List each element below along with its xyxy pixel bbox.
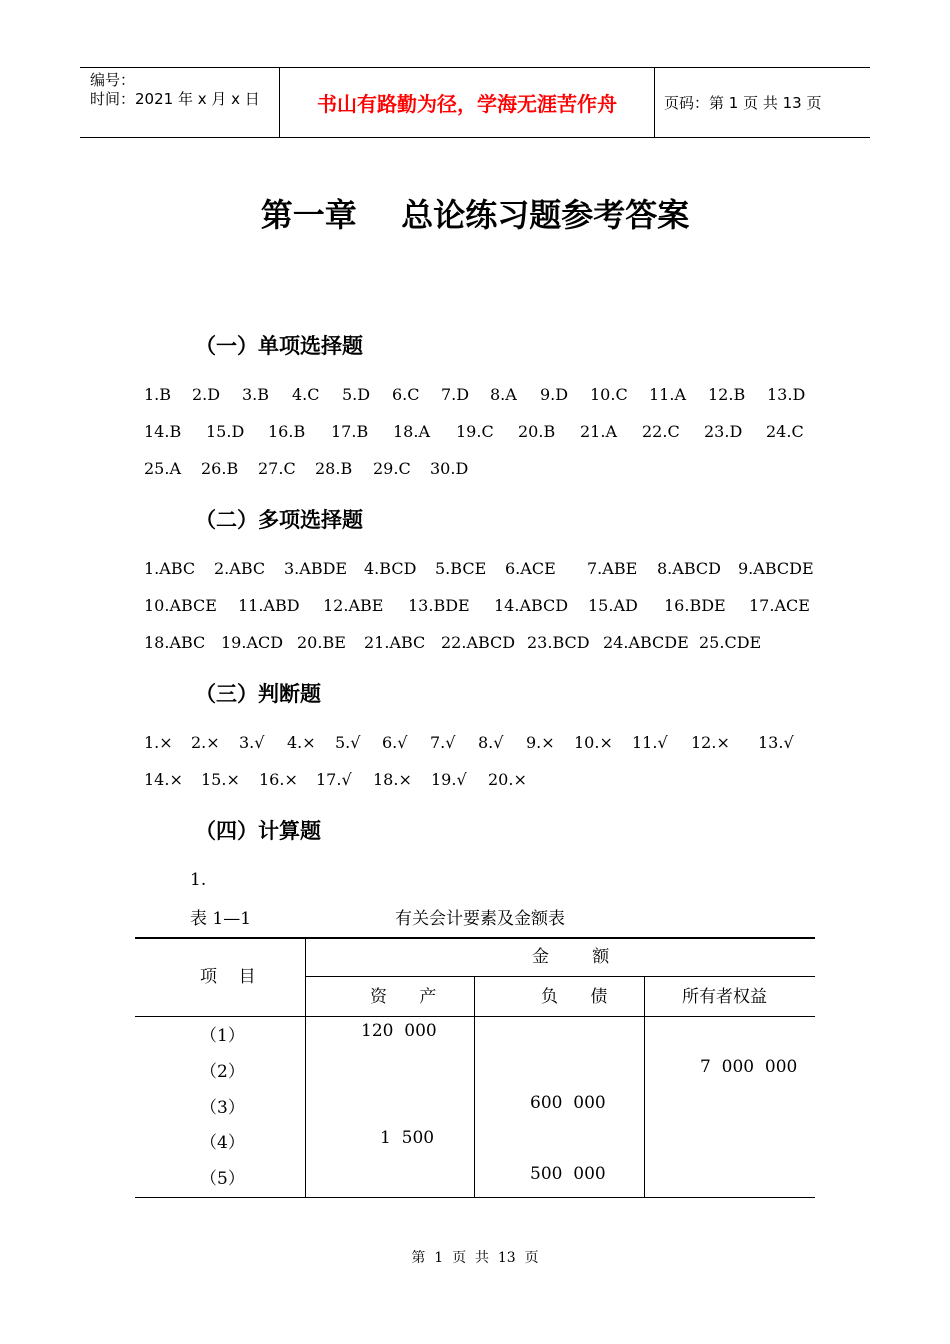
answer-item: 17.B [331, 422, 369, 441]
answer-item: 22.ABCD [441, 633, 516, 652]
page-footer: 第 1 页 共 13 页 [411, 1250, 539, 1266]
header-equity: 所有者权益 [682, 987, 767, 1007]
answer-item: 11.A [649, 385, 686, 404]
table-header-bottom-rule [135, 1016, 815, 1017]
answer-item: 23.D [704, 422, 743, 441]
answer-item: 8.A [490, 385, 517, 404]
table-row-item: （4） [200, 1133, 245, 1153]
answer-item: 7.√ [430, 733, 456, 752]
answer-row [144, 594, 824, 618]
table-top-rule [135, 937, 815, 939]
answer-item: 15.× [201, 770, 240, 789]
table-cell-assets: 120 000 [361, 1021, 437, 1041]
page-title: 第一章 总论练习题参考答案 [260, 196, 690, 234]
answer-item: 15.D [206, 422, 245, 441]
answer-item: 30.D [430, 459, 469, 478]
answer-item: 1.B [144, 385, 172, 404]
answer-item: 4.BCD [364, 559, 417, 578]
document-header [80, 67, 870, 138]
answer-row [144, 420, 824, 444]
answer-item: 14.ABCD [494, 596, 569, 615]
number-label: 编号： [90, 71, 136, 89]
answer-item: 1.ABC [144, 559, 196, 578]
answer-item: 12.× [691, 733, 730, 752]
calc-item-number: 1. [190, 870, 207, 890]
header-assets: 资 产 [370, 987, 437, 1007]
answer-item: 18.A [393, 422, 430, 441]
answer-item: 28.B [315, 459, 353, 478]
header-motto: 书山有路勤为径，学海无涯苦作舟 [280, 68, 655, 137]
answer-item: 23.BCD [527, 633, 590, 652]
header-page-info: 页码：第 1 页 共 13 页 [664, 94, 822, 112]
table-column-divider [305, 939, 306, 1197]
answer-item: 19.ACD [221, 633, 284, 652]
answer-item: 22.C [642, 422, 680, 441]
answer-item: 19.C [456, 422, 494, 441]
table-header-divider [305, 976, 815, 977]
answer-item: 19.√ [431, 770, 467, 789]
answer-item: 9.ABCDE [738, 559, 814, 578]
answer-item: 20.BE [297, 633, 346, 652]
table-row-item: （5） [200, 1169, 245, 1189]
header-meta [80, 68, 280, 137]
answer-item: 20.B [518, 422, 556, 441]
section-heading-true-false: （三）判断题 [195, 682, 321, 706]
answer-item: 8.√ [478, 733, 504, 752]
table-caption: 有关会计要素及金额表 [395, 909, 565, 929]
answer-item: 8.ABCD [657, 559, 721, 578]
table-row-item: （3） [200, 1098, 245, 1118]
answer-item: 3.B [242, 385, 270, 404]
table-cell-assets: 1 500 [380, 1128, 435, 1148]
answer-item: 25.CDE [699, 633, 762, 652]
answer-item: 16.B [268, 422, 306, 441]
answer-item: 2.× [191, 733, 220, 752]
answer-row [144, 631, 824, 655]
answer-row [144, 383, 824, 407]
answer-item: 10.ABCE [144, 596, 217, 615]
answer-item: 6.ACE [505, 559, 556, 578]
header-amount: 金 额 [532, 947, 610, 967]
table-label: 表 1—1 [190, 909, 252, 929]
answer-item: 12.B [708, 385, 746, 404]
answer-item: 10.× [574, 733, 613, 752]
table-cell-liabilities: 500 000 [530, 1164, 606, 1184]
answer-item: 27.C [258, 459, 296, 478]
table-row-item: （1） [200, 1026, 245, 1046]
answer-row [144, 731, 824, 755]
answer-item: 18.× [373, 770, 412, 789]
answer-item: 7.ABE [587, 559, 638, 578]
answer-item: 10.C [590, 385, 628, 404]
answer-item: 3.√ [239, 733, 265, 752]
answer-item: 5.D [342, 385, 371, 404]
answer-item: 13.√ [758, 733, 794, 752]
answer-item: 1.× [144, 733, 173, 752]
answer-item: 4.C [292, 385, 320, 404]
table-column-divider [474, 977, 475, 1197]
answer-item: 11.√ [632, 733, 668, 752]
answer-item: 24.ABCDE [603, 633, 689, 652]
answer-item: 2.ABC [214, 559, 266, 578]
answer-item: 25.A [144, 459, 181, 478]
answer-item: 3.ABDE [284, 559, 348, 578]
answer-item: 13.BDE [408, 596, 470, 615]
section-heading-calculation: （四）计算题 [195, 819, 321, 843]
answer-row [144, 557, 824, 581]
answer-item: 15.AD [588, 596, 638, 615]
answer-item: 9.× [526, 733, 555, 752]
header-item: 项 目 [200, 967, 256, 987]
answer-item: 4.× [287, 733, 316, 752]
answer-item: 17.√ [316, 770, 352, 789]
answer-item: 5.BCE [435, 559, 487, 578]
answer-item: 20.× [488, 770, 527, 789]
table-cell-liabilities: 600 000 [530, 1093, 606, 1113]
answer-item: 24.C [766, 422, 804, 441]
answer-item: 14.× [144, 770, 183, 789]
answer-row [144, 768, 824, 792]
answer-item: 5.√ [335, 733, 361, 752]
table-bottom-rule [135, 1197, 815, 1198]
section-heading-multiple-choice: （二）多项选择题 [195, 508, 363, 532]
header-liabilities: 负 债 [541, 987, 608, 1007]
answer-item: 9.D [540, 385, 569, 404]
answer-item: 16.BDE [664, 596, 726, 615]
answer-item: 21.ABC [364, 633, 426, 652]
answer-item: 14.B [144, 422, 182, 441]
table-row-item: （2） [200, 1062, 245, 1082]
answer-item: 2.D [192, 385, 221, 404]
section-heading-single-choice: （一）单项选择题 [195, 334, 363, 358]
answer-item: 26.B [201, 459, 239, 478]
table-column-divider [644, 977, 645, 1197]
answer-item: 7.D [441, 385, 470, 404]
answer-item: 11.ABD [238, 596, 300, 615]
table-cell-equity: 7 000 000 [700, 1057, 798, 1077]
answer-item: 21.A [580, 422, 617, 441]
answer-item: 18.ABC [144, 633, 206, 652]
answer-item: 16.× [259, 770, 298, 789]
answer-item: 12.ABE [323, 596, 384, 615]
answer-item: 13.D [767, 385, 806, 404]
answer-item: 29.C [373, 459, 411, 478]
answer-row [144, 457, 824, 481]
answer-item: 17.ACE [749, 596, 810, 615]
time-label: 时间：2021 年 x 月 x 日 [90, 90, 260, 108]
answer-item: 6.C [392, 385, 420, 404]
answer-item: 6.√ [382, 733, 408, 752]
